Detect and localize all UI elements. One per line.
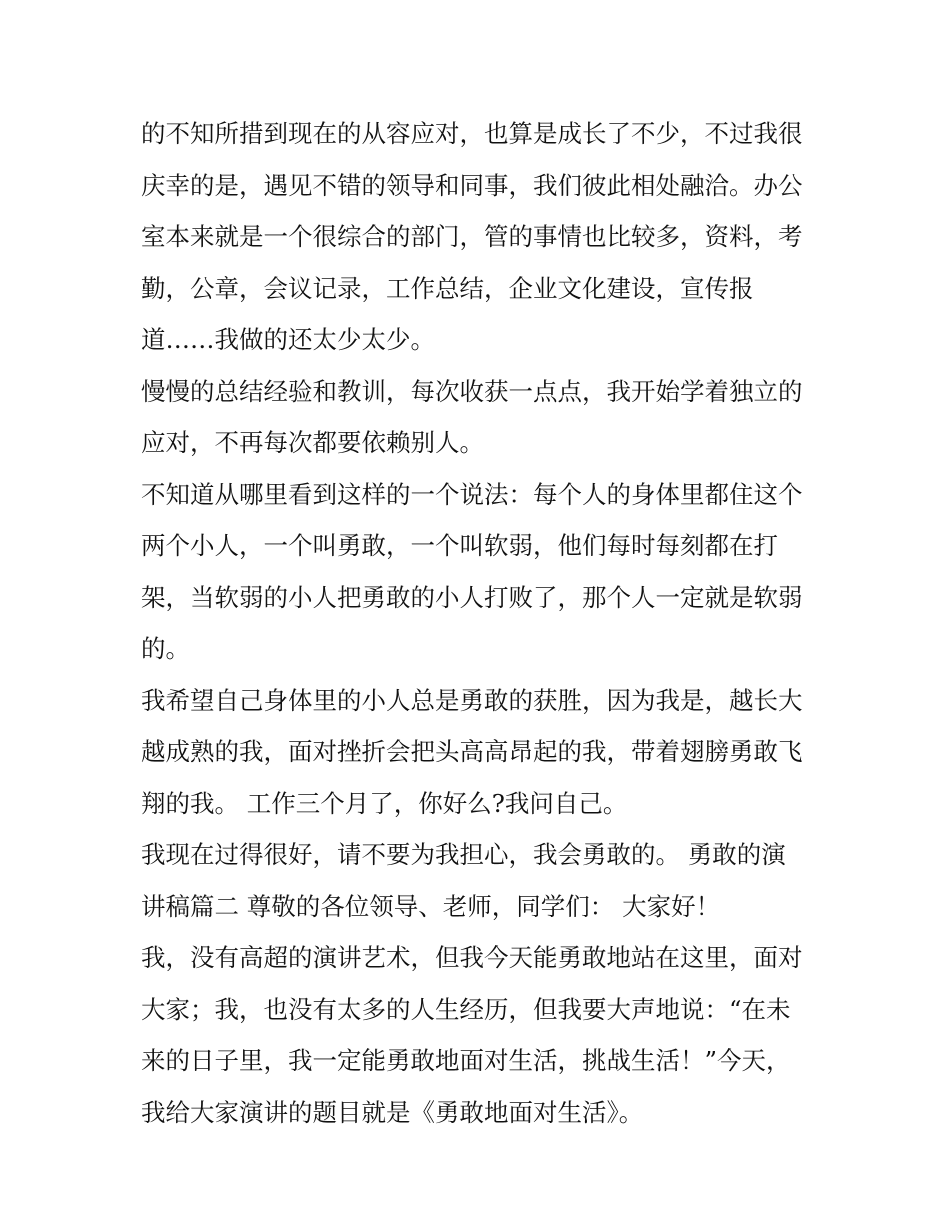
text-line: 翔的我。 工作三个月了，你好么?我问自己。 [141, 788, 628, 818]
text-line: 我给大家演讲的题目就是《勇敢地面对生活》。 [141, 1097, 644, 1127]
text-line: 架，当软弱的小人把勇敢的小人打败了，那个人一定就是软弱 [141, 582, 803, 612]
text-line: 的。 [141, 634, 190, 663]
text-line: 我，没有高超的演讲艺术，但我今天能勇敢地站在这里，面对 [141, 943, 803, 972]
text-line: 的不知所措到现在的从容应对，也算是成长了不少，不过我很 [141, 119, 803, 148]
text-line: 大家；我，也没有太多的人生经历，但我要大声地说：“在未 [141, 994, 791, 1024]
text-line: 不知道从哪里看到这样的一个说法：每个人的身体里都住这个 [141, 479, 803, 509]
text-line: 讲稿篇二 尊敬的各位领导、老师，同学们： 大家好！ [141, 891, 721, 921]
text-line: 两个小人，一个叫勇敢，一个叫软弱，他们每时每刻都在打 [141, 531, 778, 560]
text-line: 我现在过得很好，请不要为我担心，我会勇敢的。 勇敢的演 [141, 840, 786, 869]
text-line: 越成熟的我，面对挫折会把头高高昂起的我，带着翅膀勇敢飞 [141, 737, 803, 766]
document-body [141, 108, 821, 1138]
text-line: 勤，公章，会议记录，工作总结，企业文化建设，宣传报 [141, 273, 754, 303]
text-line: 来的日子里，我一定能勇敢地面对生活，挑战生活！”今天， [141, 1046, 791, 1075]
text-line: 我希望自己身体里的小人总是勇敢的获胜，因为我是，越长大 [141, 685, 803, 715]
text-line: 应对，不再每次都要依赖别人。 [141, 428, 484, 457]
text-line: 慢慢的总结经验和教训，每次收获一点点，我开始学着独立的 [141, 376, 803, 406]
text-line: 庆幸的是，遇见不错的领导和同事，我们彼此相处融洽。办公 [141, 170, 803, 200]
text-line: 道……我做的还太少太少。 [141, 325, 435, 354]
text-line: 室本来就是一个很综合的部门，管的事情也比较多，资料，考 [141, 222, 803, 251]
